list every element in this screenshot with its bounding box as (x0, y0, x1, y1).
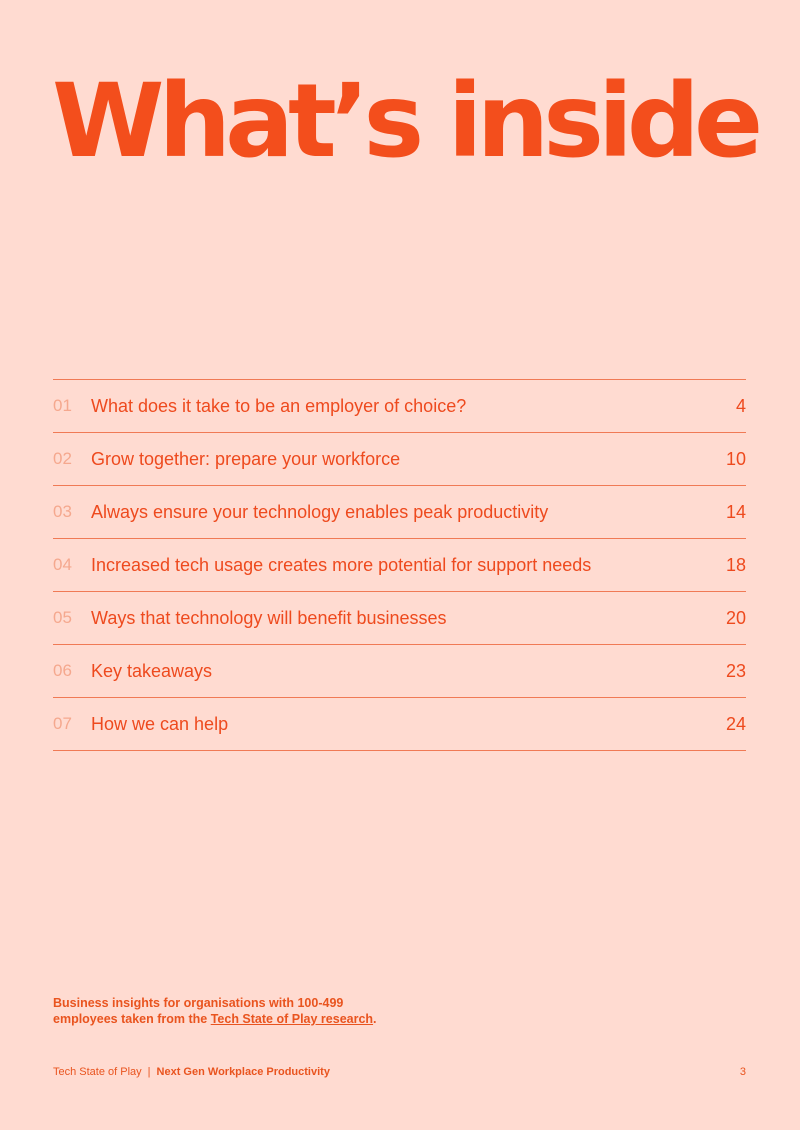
toc-item-5[interactable] (53, 592, 746, 645)
toc-item-6[interactable] (53, 645, 746, 698)
table-of-contents (53, 379, 746, 751)
toc-item-number: 01 (53, 396, 72, 415)
toc-item-page: 10 (725, 448, 746, 469)
toc-item-4[interactable] (53, 539, 746, 592)
toc-item-label: Key takeaways (91, 660, 213, 681)
toc-item-label: Increased tech usage creates more potential for support needs (91, 554, 592, 575)
research-link[interactable]: Tech State of Play research (210, 1012, 374, 1026)
page-number: 3 (739, 1066, 746, 1078)
toc-item-page: 4 (735, 395, 746, 416)
toc-item-label: Grow together: prepare your workforce (91, 448, 401, 469)
toc-item-number: 02 (53, 449, 72, 468)
footer-separator: | (147, 1066, 151, 1078)
toc-item-number: 05 (53, 608, 72, 627)
toc-item-number: 04 (53, 555, 72, 574)
toc-item-label: Ways that technology will benefit businesses (91, 607, 447, 628)
note-line-2-prefix: employees taken from the (53, 1012, 211, 1026)
toc-item-7[interactable] (53, 698, 746, 751)
page-title: What’s inside (52, 62, 758, 181)
toc-item-page: 20 (725, 607, 746, 628)
toc-item-label: What does it take to be an employer of choice? (91, 395, 467, 416)
toc-item-1[interactable] (53, 380, 746, 433)
toc-item-3[interactable] (53, 486, 746, 539)
footer-document-title: Next Gen Workplace Productivity (156, 1066, 330, 1078)
note-line-2-suffix: . (373, 1012, 377, 1026)
footer-brand: Tech State of Play (53, 1066, 142, 1078)
toc-item-label: Always ensure your technology enables peak productivity (91, 501, 549, 522)
toc-item-number: 03 (53, 502, 72, 521)
toc-item-page: 24 (725, 713, 746, 734)
research-note (53, 995, 473, 1027)
toc-item-page: 23 (725, 660, 746, 681)
toc-item-number: 07 (53, 714, 72, 733)
note-line-1: Business insights for organisations with 100-499 (53, 996, 344, 1010)
toc-item-number: 06 (53, 661, 72, 680)
toc-item-label: How we can help (91, 713, 229, 734)
toc-item-page: 18 (725, 554, 746, 575)
toc-item-page: 14 (725, 501, 746, 522)
toc-item-2[interactable] (53, 433, 746, 486)
page-footer (53, 1066, 746, 1078)
